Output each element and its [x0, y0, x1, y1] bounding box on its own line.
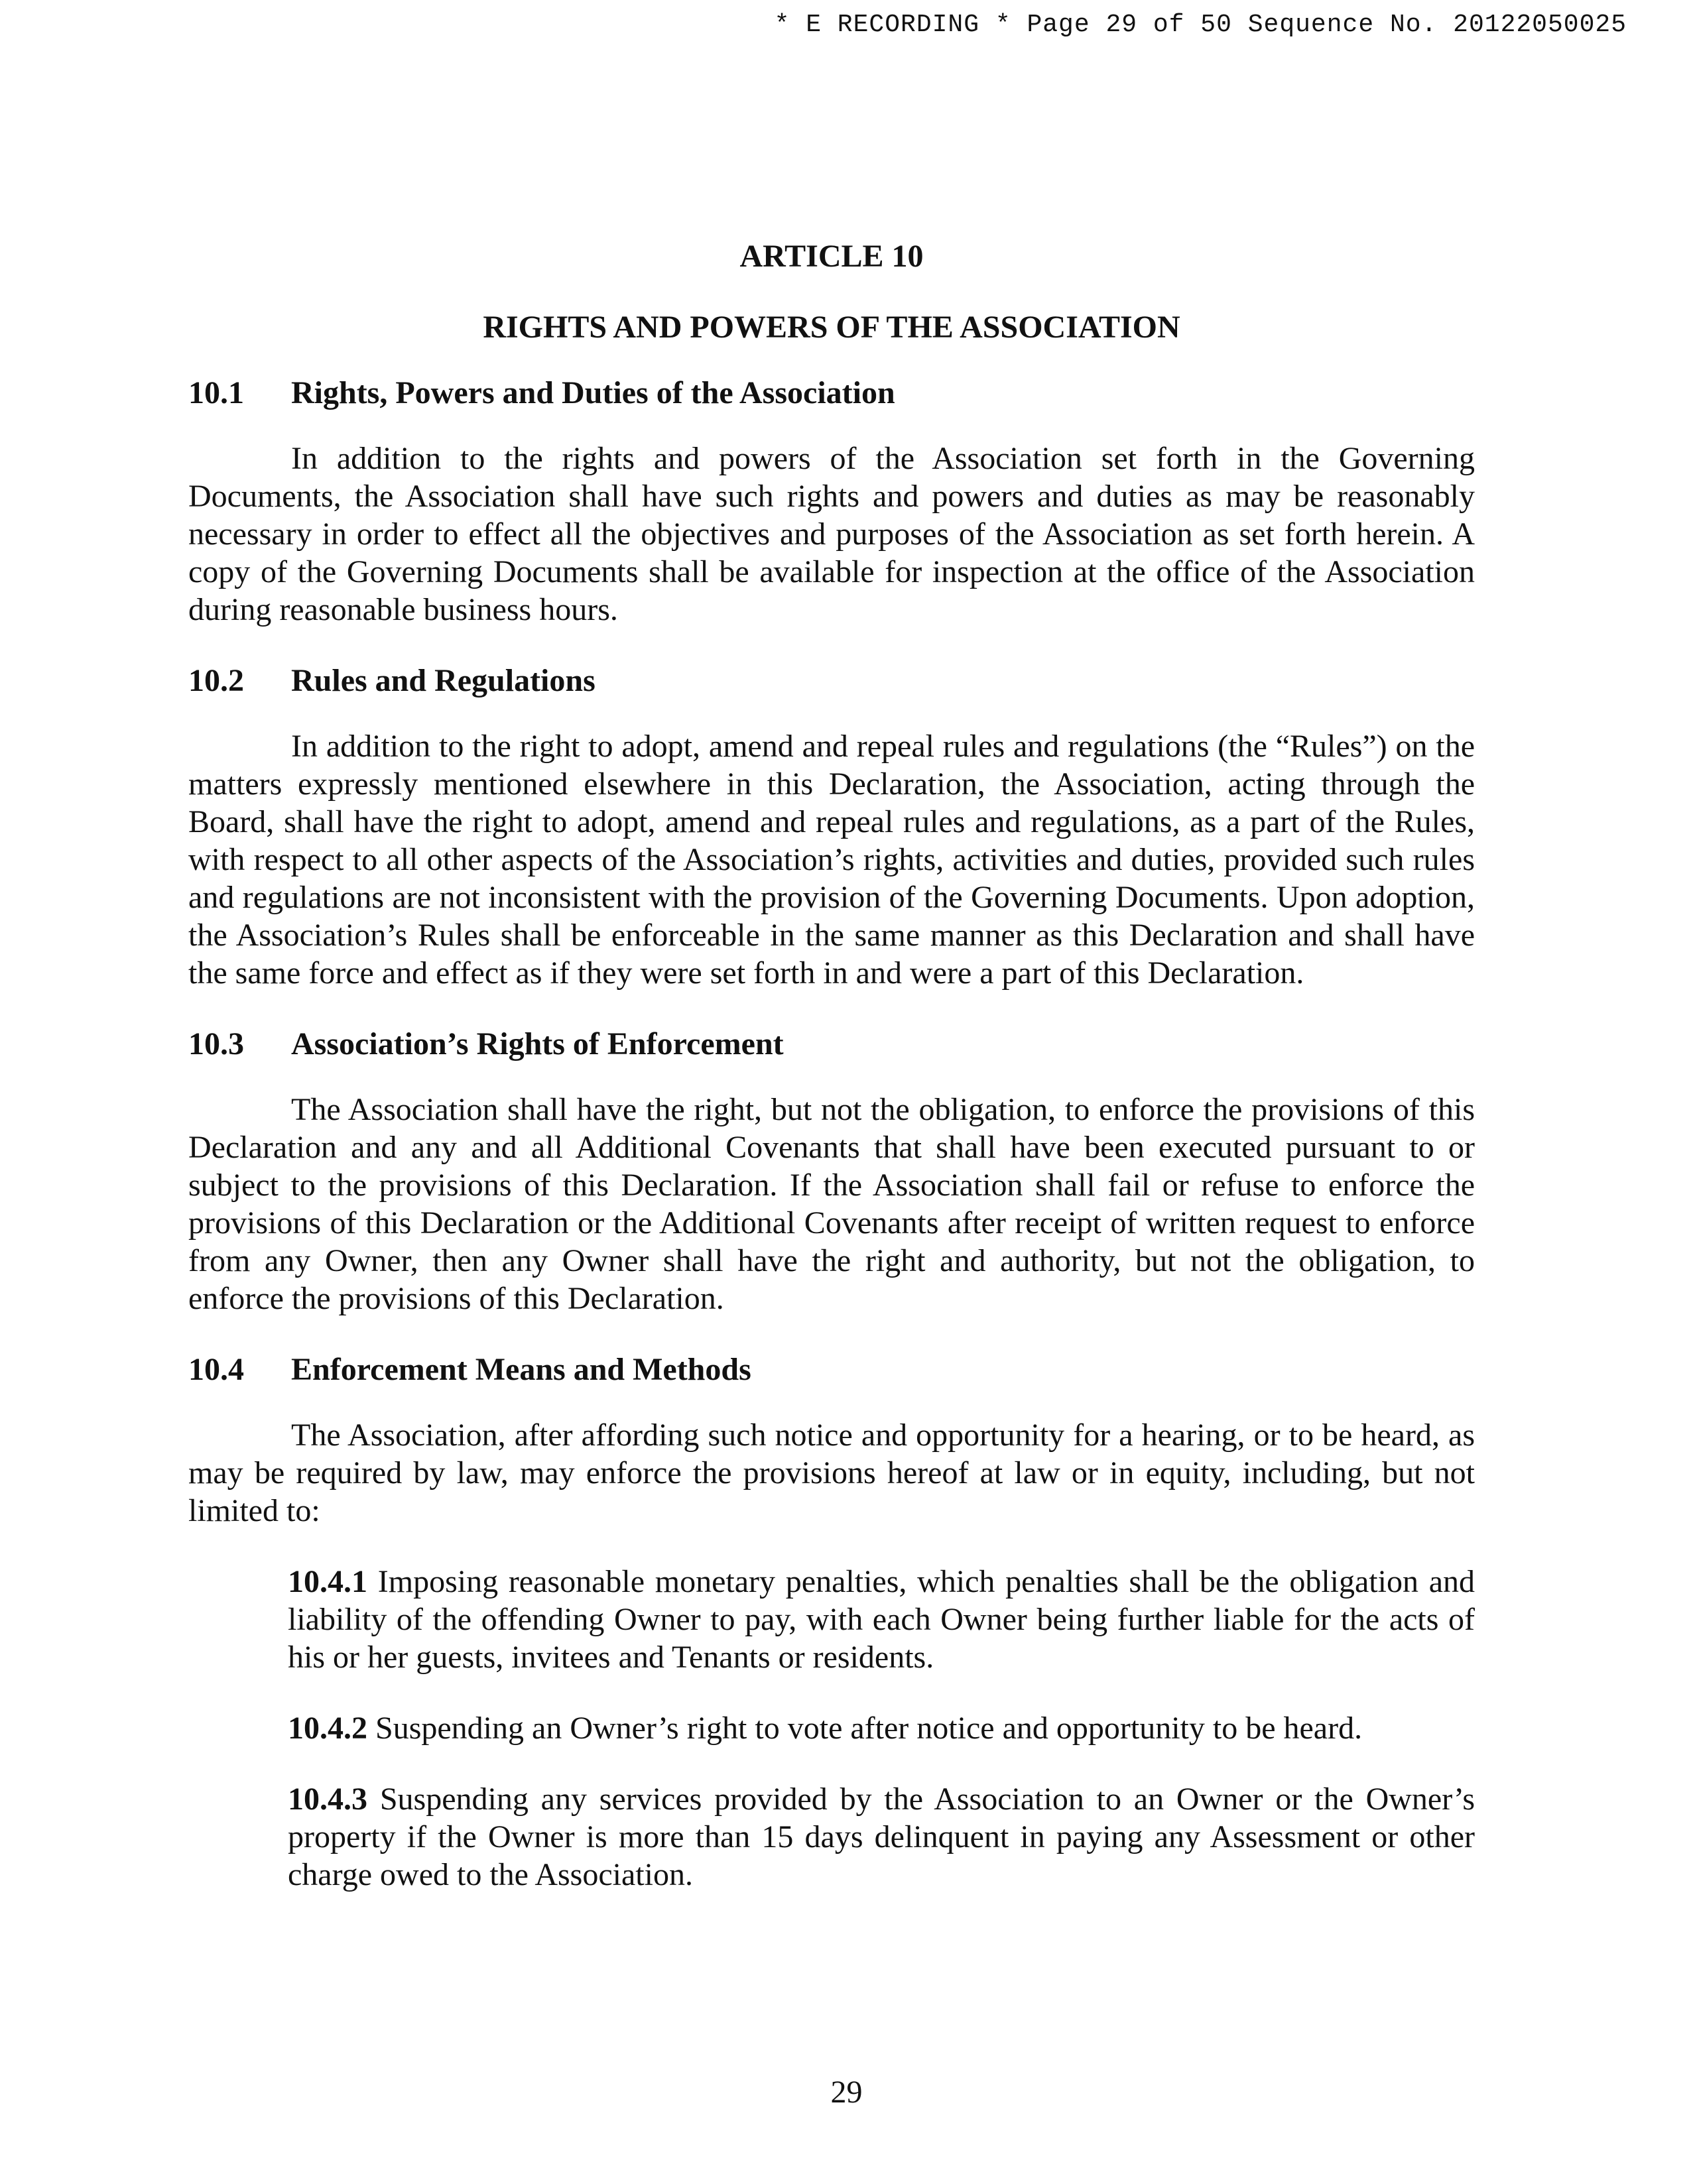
section-heading-10-3 [188, 1025, 1475, 1063]
section-number: 10.1 [188, 375, 244, 410]
section-heading-10-2 [188, 662, 1475, 699]
section-body-10-1: In addition to the rights and powers of the Association set forth in the Governing Documents, the Association shall have such rights and powers and duties as may be reasonably necessary in order to effect all the objectives and purposes of the Association as set forth herein. A copy of the Governing Documents shall be available for inspection at the office of the Association during reasonable business hours. [188, 441, 1475, 627]
section-heading-10-1 [188, 374, 1475, 412]
section-number: 10.4 [188, 1352, 244, 1387]
section-body-10-2: In addition to the right to adopt, amend and repeal rules and regulations (the “Rules”) on the matters expressly mentioned elsewhere in this Declaration, the Association, acting through the Board, shall have the right to adopt, amend and repeal rules and regulations, as a part of the Rules, with respect to all other aspects of the Association’s rights, activities and duties, provided such rules and regulations are not inconsistent with the provision of the Governing Documents. Upon adoption, the Association’s Rules shall be enforceable in the same manner as this Declaration and shall have the same force and effect as if they were set forth in and were a part of this Declaration. [188, 729, 1475, 991]
subitem-text: Imposing reasonable monetary penalties, which penalties shall be the obligation and liability of the offending Owner to pay, with each Owner being further liable for the acts of his or her guests, invitees and Tenants or residents. [288, 1564, 1475, 1675]
section-title: Enforcement Means and Methods [291, 1352, 751, 1387]
section-title: Rights, Powers and Duties of the Association [291, 375, 895, 410]
subitem-number: 10.4.3 [288, 1782, 367, 1817]
section-body-10-4: The Association, after affording such notice and opportunity for a hearing, or to be heard, as may be required by law, may enforce the provisions hereof at law or in equity, including, but not limited to: [188, 1418, 1475, 1528]
section-number: 10.3 [188, 1026, 244, 1062]
section-title: Rules and Regulations [291, 663, 596, 698]
section-body-10-3: The Association shall have the right, but not the obligation, to enforce the provisions of this Declaration and any and all Additional Covenants that shall have been executed pursuant to or subject to the provisions of this Declaration. If the Association shall fail or refuse to enforce the provisions of this Declaration or the Additional Covenants after receipt of written request to enforce from any Owner, then any Owner shall have the right and authority, but not the obligation, to enforce the provisions of this Declaration. [188, 1092, 1475, 1316]
subitem-number: 10.4.1 [288, 1564, 367, 1599]
subitem-text: Suspending an Owner’s right to vote after notice and opportunity to be heard. [375, 1711, 1363, 1746]
subitem-10-4-1 [288, 1563, 1475, 1676]
recording-header: * E RECORDING * Page 29 of 50 Sequence No. 20122050025 [774, 11, 1627, 39]
section-title: Association’s Rights of Enforcement [291, 1026, 784, 1062]
page-number: 29 [830, 2075, 863, 2110]
subitem-10-4-3 [288, 1780, 1475, 1894]
subitem-10-4-2 [288, 1709, 1475, 1747]
section-number: 10.2 [188, 663, 244, 698]
subitem-text: Suspending any services provided by the Association to an Owner or the Owner’s property if the Owner is more than 15 days delinquent in paying any Assessment or other charge owed to the Association. [288, 1782, 1475, 1892]
section-heading-10-4 [188, 1351, 1475, 1388]
article-number: ARTICLE 10 [739, 239, 924, 274]
article-title: RIGHTS AND POWERS OF THE ASSOCIATION [483, 310, 1180, 345]
subitem-number: 10.4.2 [288, 1711, 367, 1746]
document-page [188, 237, 1475, 1927]
